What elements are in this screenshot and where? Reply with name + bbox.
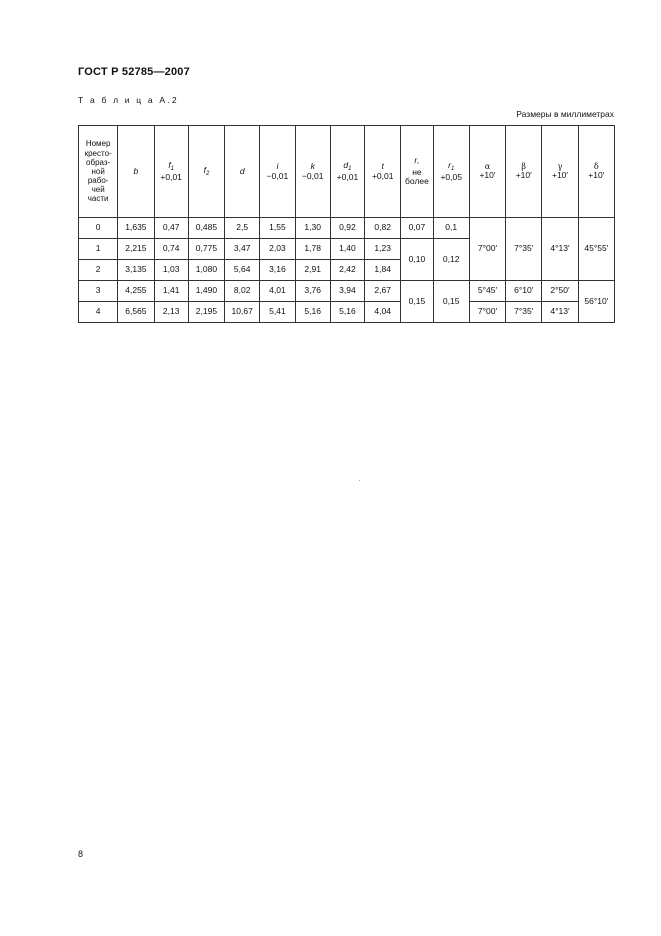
cell-f1: 2,13 — [154, 302, 188, 323]
header-number-line: ной — [91, 166, 105, 176]
cell-f2: 0,485 — [188, 218, 224, 239]
cell-number: 2 — [79, 260, 118, 281]
header-f2-subscript: 2 — [205, 170, 210, 177]
cell-r: 0,10 — [401, 239, 433, 281]
header-f1-subscript: 1 — [170, 165, 175, 172]
cell-d: 8,02 — [225, 281, 260, 302]
header-k-tolerance: −0,01 — [301, 170, 324, 181]
header-r-note: более — [405, 176, 429, 187]
cell-i: 4,01 — [260, 281, 295, 302]
cell-d: 10,67 — [225, 302, 260, 323]
header-number-line: части — [87, 194, 109, 204]
header-d1-tolerance: +0,01 — [336, 171, 359, 182]
cell-k: 2,91 — [295, 260, 330, 281]
cell-i: 5,41 — [260, 302, 295, 323]
cell-d1: 3,94 — [330, 281, 364, 302]
header-r1 — [433, 126, 469, 218]
header-f1 — [154, 126, 188, 218]
header-k-symbol: k — [310, 160, 315, 171]
header-number-line: кресто- — [84, 148, 112, 158]
cell-number: 4 — [79, 302, 118, 323]
cell-gamma: 2°50′ — [542, 281, 578, 302]
header-d — [225, 126, 260, 218]
header-number-line: образ- — [86, 157, 111, 167]
cell-t: 4,04 — [365, 302, 401, 323]
header-i-tolerance: −0,01 — [266, 170, 289, 181]
cell-beta: 7°35′ — [506, 218, 542, 281]
header-number-line: рабо- — [87, 176, 109, 186]
header-r-note: не — [412, 166, 422, 177]
cell-k: 1,30 — [295, 218, 330, 239]
cell-number: 1 — [79, 239, 118, 260]
table-row — [79, 218, 615, 239]
header-t-symbol: t — [381, 160, 384, 171]
cell-f1: 0,47 — [154, 218, 188, 239]
header-delta-tolerance: +10′ — [588, 170, 605, 181]
header-gamma-symbol: γ — [557, 162, 563, 172]
table-row — [79, 281, 615, 302]
page-number: 8 — [78, 849, 84, 859]
cell-f1: 0,74 — [154, 239, 188, 260]
header-gamma — [542, 126, 578, 218]
header-k — [295, 126, 330, 218]
cell-f2: 1,080 — [188, 260, 224, 281]
cell-r1: 0,1 — [433, 218, 469, 239]
cell-i: 3,16 — [260, 260, 295, 281]
header-beta — [506, 126, 542, 218]
header-f1-symbol: f — [168, 159, 171, 170]
header-i — [260, 126, 295, 218]
header-r-symbol: r — [414, 154, 418, 165]
cell-d1: 1,40 — [330, 239, 364, 260]
cell-t: 0,82 — [365, 218, 401, 239]
scan-speck — [359, 480, 360, 481]
cell-alpha: 7°00′ — [469, 302, 505, 323]
header-beta-tolerance: +10′ — [515, 170, 532, 181]
cell-number: 3 — [79, 281, 118, 302]
cell-f1: 1,03 — [154, 260, 188, 281]
cell-f1: 1,41 — [154, 281, 188, 302]
header-t — [365, 126, 401, 218]
header-d1-subscript: 1 — [348, 165, 352, 172]
cell-t: 2,67 — [365, 281, 401, 302]
cell-t: 1,23 — [365, 239, 401, 260]
cell-r: 0,07 — [401, 218, 433, 239]
table-caption: Т а б л и ц а А.2 — [78, 95, 179, 105]
header-alpha — [469, 126, 505, 218]
header-r1-subscript: 1 — [450, 165, 455, 172]
cell-alpha: 5°45′ — [469, 281, 505, 302]
cell-b: 1,635 — [118, 218, 154, 239]
cell-d: 5,64 — [225, 260, 260, 281]
header-d-symbol: d — [239, 165, 245, 176]
dimensions-table — [78, 125, 615, 323]
cell-i: 1,55 — [260, 218, 295, 239]
cell-k: 5,16 — [295, 302, 330, 323]
cell-d1: 5,16 — [330, 302, 364, 323]
header-b — [118, 126, 154, 218]
cell-f2: 1,490 — [188, 281, 224, 302]
cell-t: 1,84 — [365, 260, 401, 281]
table-row — [79, 302, 615, 323]
header-f2 — [188, 126, 224, 218]
cell-alpha: 7°00′ — [469, 218, 505, 281]
header-gamma-tolerance: +10′ — [551, 170, 568, 181]
header-beta-symbol: β — [521, 162, 527, 172]
cell-f2: 0,775 — [188, 239, 224, 260]
cell-b: 2,215 — [118, 239, 154, 260]
header-number-line: чей — [91, 185, 105, 195]
cell-k: 3,76 — [295, 281, 330, 302]
header-alpha-tolerance: +10′ — [479, 170, 496, 181]
cell-k: 1,78 — [295, 239, 330, 260]
table-header-row — [79, 126, 615, 218]
units-note: Размеры в миллиметрах — [516, 109, 614, 119]
header-delta-symbol: δ — [593, 162, 599, 172]
cell-number: 0 — [79, 218, 118, 239]
cell-b: 4,255 — [118, 281, 154, 302]
header-i-symbol: i — [276, 160, 279, 171]
header-number-line: Номер — [85, 139, 111, 149]
header-d1 — [330, 126, 364, 218]
header-r: r, не более — [401, 126, 433, 218]
header-f2-symbol: f — [203, 164, 206, 175]
cell-gamma: 4°13′ — [542, 218, 578, 281]
cell-d1: 0,92 — [330, 218, 364, 239]
header-d1-symbol: d — [343, 159, 349, 170]
cell-r: 0,15 — [401, 281, 433, 323]
cell-r1: 0,15 — [433, 281, 469, 323]
header-number — [79, 126, 118, 218]
cell-d: 2,5 — [225, 218, 260, 239]
header-f1-tolerance: +0,01 — [160, 171, 182, 182]
cell-beta: 7°35′ — [506, 302, 542, 323]
cell-r1: 0,12 — [433, 239, 469, 281]
cell-i: 2,03 — [260, 239, 295, 260]
header-t-tolerance: +0,01 — [371, 170, 394, 181]
cell-b: 3,135 — [118, 260, 154, 281]
header-delta — [578, 126, 614, 218]
header-r1-symbol: r — [448, 159, 451, 170]
cell-delta: 56°10′ — [578, 281, 614, 323]
cell-f2: 2,195 — [188, 302, 224, 323]
cell-gamma: 4°13′ — [542, 302, 578, 323]
cell-d: 3,47 — [225, 239, 260, 260]
cell-beta: 6°10′ — [506, 281, 542, 302]
cell-b: 6,565 — [118, 302, 154, 323]
document-title: ГОСТ Р 52785—2007 — [78, 66, 190, 78]
cell-d1: 2,42 — [330, 260, 364, 281]
header-b-symbol: b — [133, 165, 139, 176]
header-alpha-symbol: α — [484, 162, 491, 172]
cell-delta: 45°55′ — [578, 218, 614, 281]
header-r1-tolerance: +0,05 — [440, 171, 462, 182]
